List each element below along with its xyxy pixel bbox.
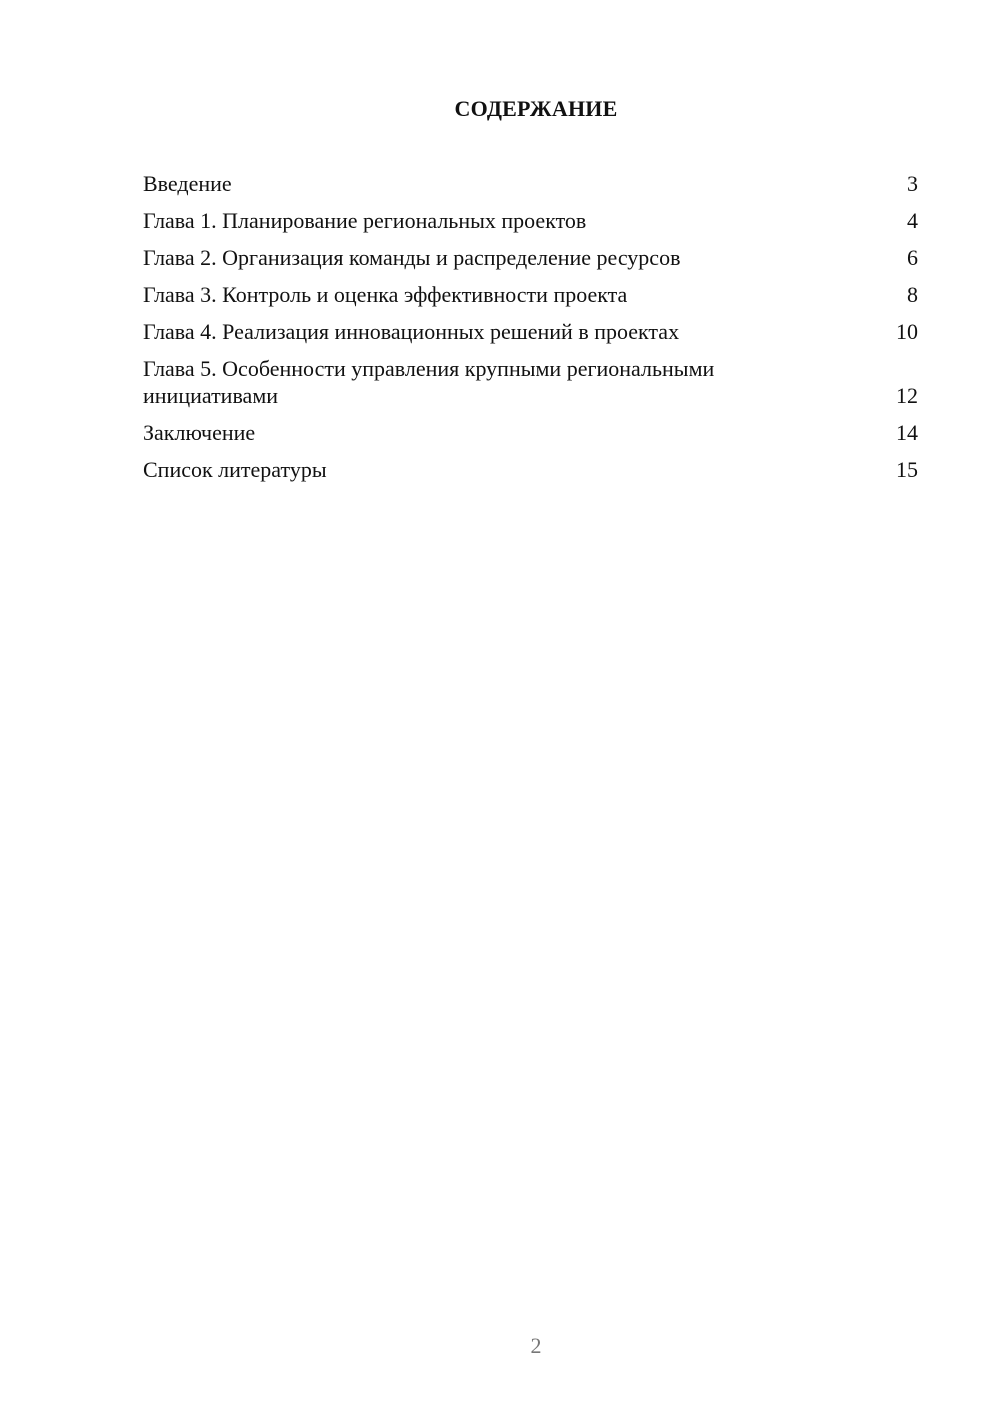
toc-entry-chapter-5 — [143, 355, 918, 409]
toc-entry-text: Введение — [143, 171, 232, 196]
toc-entry-page: 4 — [907, 208, 918, 233]
toc-entry-bibliography — [143, 456, 918, 483]
toc-entry-page: 12 — [896, 383, 918, 408]
toc-entry-chapter-1 — [143, 207, 918, 234]
table-of-contents — [143, 170, 918, 493]
toc-entry-page: 15 — [896, 457, 918, 482]
toc-entry-text: Глава 4. Реализация инновационных решений в проектах — [143, 319, 680, 344]
toc-entry-page: 14 — [896, 420, 918, 445]
toc-entry-chapter-4 — [143, 318, 918, 345]
toc-entry-page: 8 — [907, 282, 918, 307]
toc-entry-chapter-2 — [143, 244, 918, 271]
toc-entry-page: 6 — [907, 245, 918, 270]
toc-title: СОДЕРЖАНИЕ — [454, 96, 618, 121]
toc-entry-text: Список литературы — [143, 457, 327, 482]
toc-entry-page: 3 — [907, 171, 918, 196]
toc-entry-chapter-3 — [143, 281, 918, 308]
toc-entry-text: Глава 2. Организация команды и распределение ресурсов — [143, 245, 681, 270]
toc-entry-introduction — [143, 170, 918, 197]
toc-entry-conclusion — [143, 419, 918, 446]
toc-entry-text: Заключение — [143, 420, 256, 445]
toc-entry-text: Глава 3. Контроль и оценка эффективности проекта — [143, 282, 628, 307]
toc-entry-text: Глава 5. Особенности управления крупными региональными инициативами — [143, 356, 715, 408]
toc-entry-text: Глава 1. Планирование региональных проектов — [143, 208, 587, 233]
toc-entry-page: 10 — [896, 319, 918, 344]
page-number: 2 — [530, 1333, 542, 1358]
